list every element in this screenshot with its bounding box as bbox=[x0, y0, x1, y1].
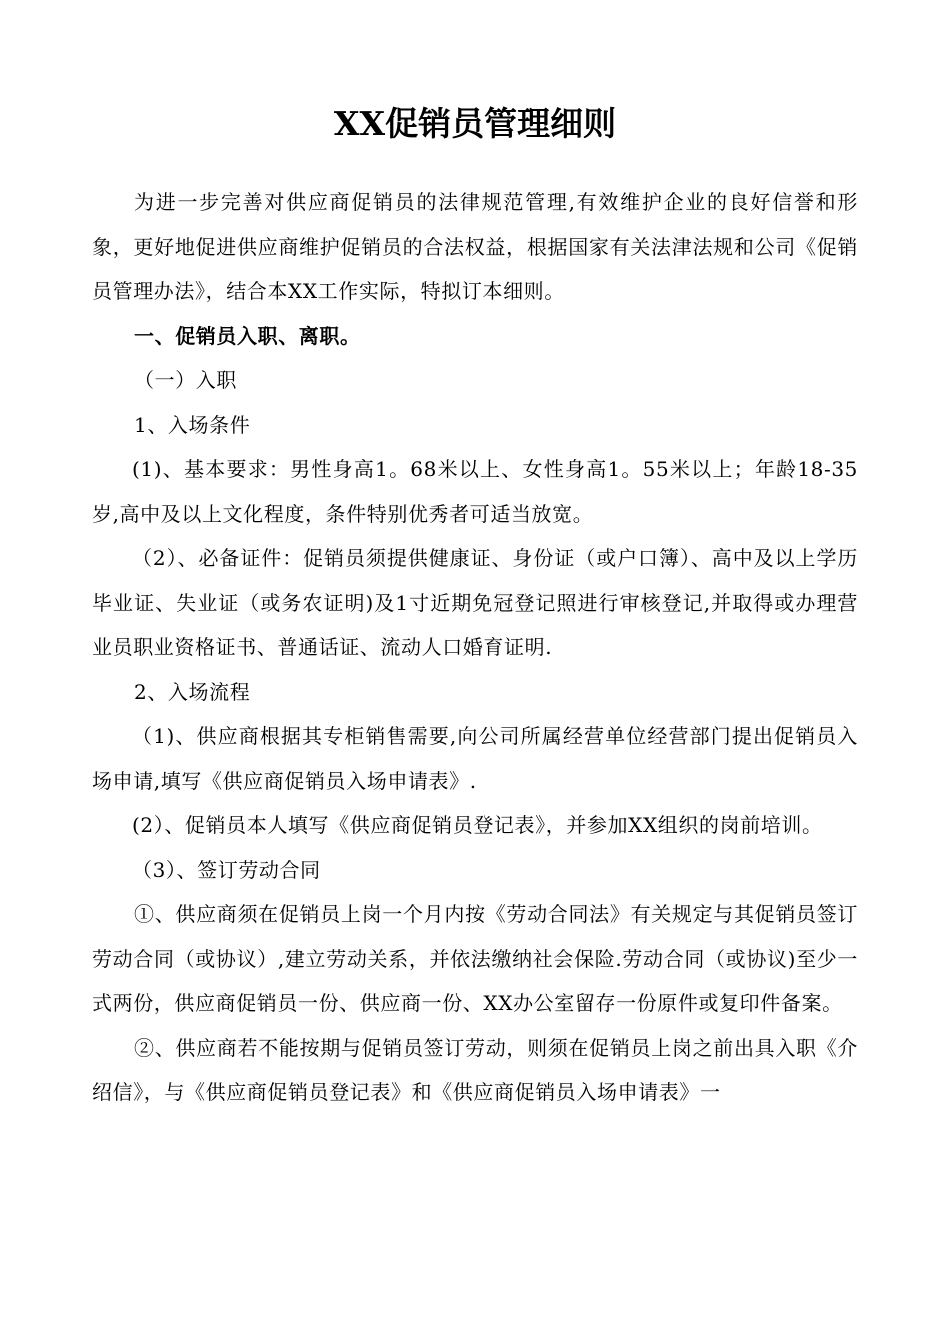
intro-paragraph: 为进一步完善对供应商促销员的法律规范管理,有效维护企业的良好信誉和形象，更好地促进供应商维护促销员的合法权益，根据国家有关法津法规和公司《促销员管理办法》，结合本XX工作实际，特拟订本细则。 bbox=[92, 190, 858, 303]
subsection-heading-onboarding: （一）入职 bbox=[134, 368, 237, 392]
section-heading-onboarding-offboarding: 一、促销员入职、离职。 bbox=[134, 323, 361, 348]
document-title: XX促销员管理细则 bbox=[333, 104, 617, 143]
item-heading-entry-process: 2、入场流程 bbox=[134, 679, 251, 704]
document-body bbox=[92, 180, 858, 1115]
paragraph-contract-signing: ①、供应商须在促销员上岗一个月内按《劳动合同法》有关规定与其促销员签订劳动合同（或协议）,建立劳动关系，并依法缴纳社会保险.劳动合同（或协议)至少一式两份，供应商促销员一份、供应商一份、XX办公室留存一份原件或复印件备案。 bbox=[92, 902, 858, 1015]
item-heading-entry-conditions: 1、入场条件 bbox=[134, 412, 251, 437]
paragraph-entry-application: （1)、供应商根据其专柜销售需要,向公司所属经营单位经营部门提出促销员入场申请,填写《供应商促销员入场申请表》. bbox=[92, 724, 858, 793]
paragraph-registration-training: (2）、促销员本人填写《供应商促销员登记表》，并参加XX组织的岗前培训。 bbox=[132, 813, 823, 837]
paragraph-labor-contract-heading: （3）、签订劳动合同 bbox=[132, 857, 321, 882]
paragraph-introduction-letter: ②、供应商若不能按期与促销员签订劳动，则须在促销员上岗之前出具入职《介绍信》，与《供应商促销员登记表》和《供应商促销员入场申请表》一 bbox=[92, 1035, 858, 1104]
paragraph-required-documents: （2）、必备证件：促销员须提供健康证、身份证（或户口簿）、高中及以上学历毕业证、失业证（或务农证明)及1寸近期免冠登记照进行审核登记,并取得或办理营业员职业资格证书、普通话证、流动人口婚育证明. bbox=[92, 546, 858, 659]
paragraph-basic-requirements: (1)、基本要求：男性身高1。68米以上、女性身高1。55米以上；年龄18-35岁,高中及以上文化程度，条件特别优秀者可适当放宽。 bbox=[92, 457, 858, 526]
